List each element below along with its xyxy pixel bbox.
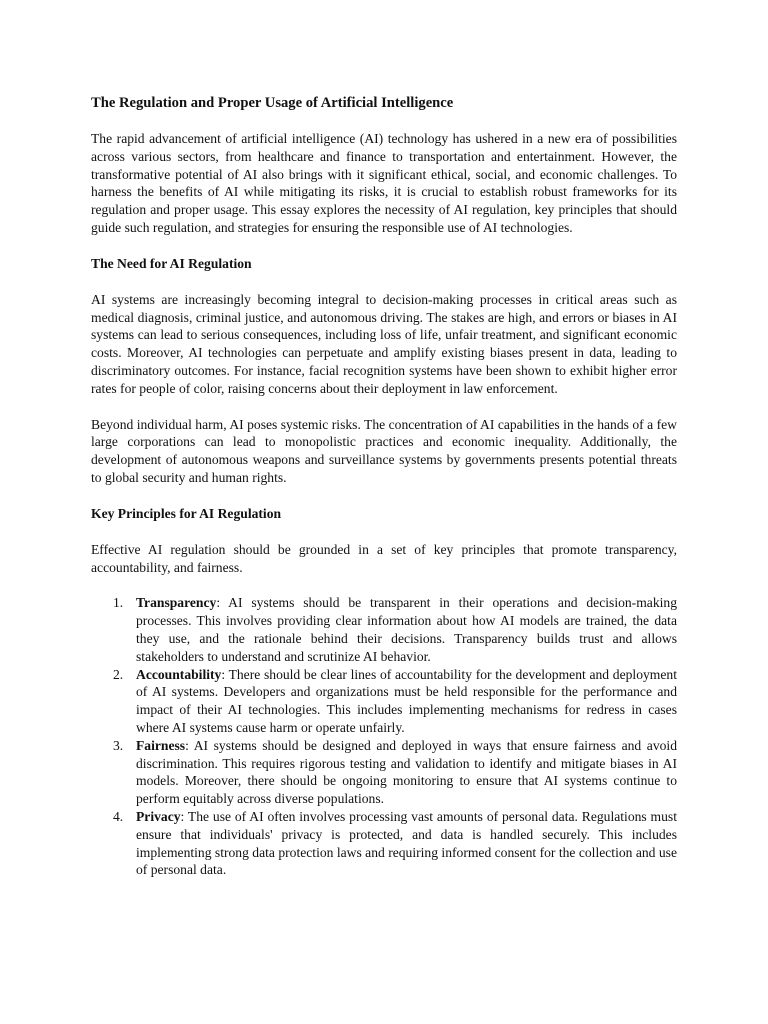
principles-intro-paragraph: Effective AI regulation should be grounded in a set of key principles that promote transparency, accountability, and fairness. <box>91 541 677 575</box>
list-item-text: : The use of AI often involves processing vast amounts of personal data. Regulations must ensure that individuals' privacy is protected, and data is handled securely. This includes implementing strong data protection laws and requiring informed consent for the collection and use of personal data. <box>136 808 677 878</box>
list-item-term: Transparency <box>136 595 217 611</box>
list-item-number: 1. <box>113 595 124 611</box>
need-paragraph-1: AI systems are increasingly becoming integral to decision-making processes in critical areas such as medical diagnosis, criminal justice, and autonomous driving. The stakes are high, and errors or biases in AI systems can lead to serious consequences, including loss of life, unfair treatment, and significant economic costs. Moreover, AI technologies can perpetuate and amplify existing biases present in data, leading to discriminatory outcomes. For instance, facial recognition systems have been shown to exhibit higher error rates for people of color, raising concerns about their deployment in law enforcement. <box>91 291 677 396</box>
list-item-text: : There should be clear lines of accountability for the development and deployment of AI systems. Developers and organizations must be held responsible for the performance and impact of their AI technologies. This includes implementing mechanisms for redress in cases where AI systems cause harm or operate unfairly. <box>136 666 677 735</box>
list-item <box>113 594 677 665</box>
document-page <box>91 93 677 879</box>
list-item-number: 4. <box>113 808 124 824</box>
section-heading-principles: Key Principles for AI Regulation <box>91 505 282 521</box>
list-item <box>113 666 677 737</box>
list-item-term: Accountability <box>136 666 222 682</box>
list-item-number: 3. <box>113 737 124 753</box>
list-item-term: Fairness <box>136 737 186 753</box>
intro-paragraph: The rapid advancement of artificial intelligence (AI) technology has ushered in a new era of possibilities across various sectors, from healthcare and finance to transportation and entertainment. However, the transformative potential of AI also brings with it significant ethical, social, and economic challenges. To harness the benefits of AI while mitigating its risks, it is crucial to establish robust frameworks for its regulation and proper usage. This essay explores the necessity of AI regulation, key principles that should guide such regulation, and strategies for ensuring the responsible use of AI technologies. <box>91 131 677 235</box>
list-item <box>113 808 677 879</box>
list-item-term: Privacy <box>136 808 181 824</box>
list-item-text: : AI systems should be transparent in their operations and decision-making processes. This involves providing clear information about how AI models are trained, the data they use, and the rationale behind their decisions. Transparency builds trust and allows stakeholders to understand and scrutinize AI behavior. <box>136 595 677 664</box>
need-paragraph-2: Beyond individual harm, AI poses systemic risks. The concentration of AI capabilities in the hands of a few large corporations can lead to monopolistic practices and economic inequality. Additionally, the development of autonomous weapons and surveillance systems by governments presents potential threats to global security and human rights. <box>91 416 677 485</box>
list-item-text: : AI systems should be designed and deployed in ways that ensure fairness and avoid discrimination. This requires rigorous testing and validation to identify and mitigate biases in AI models. Moreover, there should be ongoing monitoring to ensure that AI systems continue to perform equitably across diverse populations. <box>136 737 677 807</box>
list-item-number: 2. <box>113 666 124 682</box>
principles-list <box>91 594 677 879</box>
section-heading-need: The Need for AI Regulation <box>91 255 252 271</box>
document-title: The Regulation and Proper Usage of Artificial Intelligence <box>91 95 454 111</box>
list-item <box>113 737 677 808</box>
